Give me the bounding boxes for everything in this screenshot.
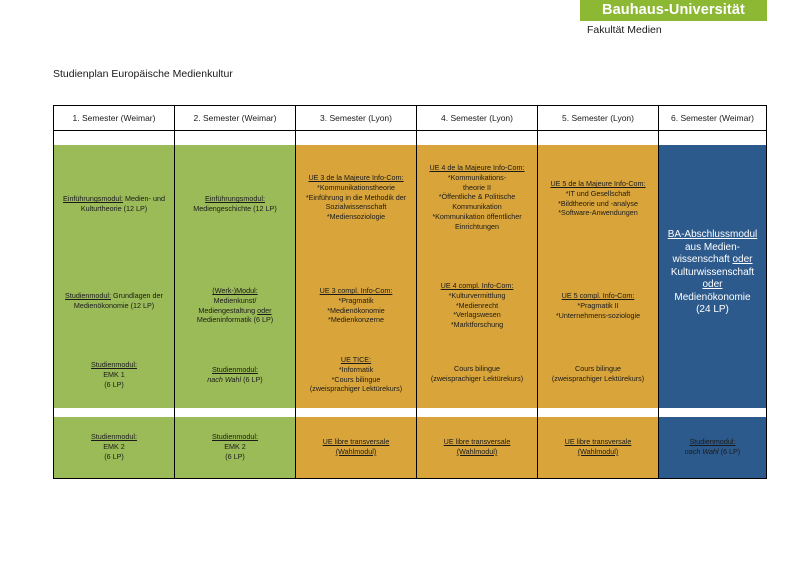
module-type: Studienmodul: [91,360,137,369]
module-type: Studienmodul: [212,432,258,441]
module-text: Mediengestaltung [198,305,258,315]
module-item: *Kulturvermittlung [448,290,506,300]
module-type: Einführungsmodul: [63,194,123,203]
module-text: nach Wahl [207,374,242,384]
semester-4-header: 4. Semester (Lyon) [416,105,538,131]
module-cell [53,417,175,479]
module-title: UE 4 de la Majeure Info-Com: [429,163,525,172]
module-cell [416,417,538,479]
module-title: UE 3 de la Majeure Info-Com: [308,173,404,182]
module-text: (Wahlmodul) [456,446,498,456]
faculty-name: Fakultät Medien [587,24,662,36]
module-title: UE 4 compl. Info-Com: [440,281,514,290]
module-text-or: oder [257,305,272,315]
module-title: UE 5 de la Majeure Info-Com: [550,179,646,188]
module-item: *Medienrecht [455,300,499,310]
module-text: Grundlagen der Medienökonomie (12 LP) [73,291,163,310]
module-credits: (6 LP) [225,451,245,461]
module-text: Mediengeschichte (12 LP) [193,203,277,213]
module-cell [53,145,175,270]
module-cell [295,343,417,408]
module-cell [658,417,767,479]
module-type: Studienmodul: [65,291,111,300]
module-cell [295,417,417,479]
module-type: Studienmodul: [212,365,258,374]
module-item: *Kommunikation öffentlicher Einrichtungen [432,211,522,231]
university-name: Bauhaus-Universität Weimar [602,2,745,39]
module-item: *Informatik [338,364,374,374]
module-text: aus Medien- [684,241,741,253]
module-item: *Unternehmens-soziologie [555,310,641,320]
module-title: UE libre transversale [564,437,632,446]
module-item: *Medienökonomie [327,305,385,315]
semester-6-header: 6. Semester (Weimar) [658,105,767,131]
module-text: (zweisprachiger Lektürekurs) [430,373,524,383]
module-item: *Medienkonzerne [328,315,384,325]
module-type: Studienmodul: [689,437,736,446]
module-cell [174,343,296,408]
module-type: (Werk-)Modul: [212,286,258,295]
module-cell [537,270,659,343]
module-cell [174,417,296,479]
module-item: theorie II [463,182,491,192]
module-text-or: oder [702,279,723,290]
module-text: (Wahlmodul) [577,446,619,456]
module-title: Cours bilingue [575,364,621,373]
module-text: EMK 1 [103,369,125,379]
module-text: Kulturwissenschaft [670,266,755,278]
module-cell [53,270,175,343]
module-cell [174,145,296,270]
module-text: (Wahlmodul) [335,446,377,456]
module-item: *Cours bilingue [331,374,381,384]
semester-3-header: 3. Semester (Lyon) [295,105,417,131]
module-credits: (6 LP) [241,374,263,384]
module-cell [537,417,659,479]
module-text-or: oder [732,254,753,265]
semester-1-header: 1. Semester (Weimar) [53,105,175,131]
module-title: UE libre transversale [443,437,511,446]
module-text: wissenschaft [672,254,733,265]
module-credits: (24 LP) [696,304,729,315]
module-item: *Kommunikationstheorie [317,182,395,192]
module-text: Medien- und Kulturtheorie (12 LP) [80,194,165,213]
thesis-module-cell [658,145,767,408]
module-text: Medienökonomie [674,291,751,303]
module-title: UE TICE: [340,355,372,364]
semester-5-header: 5. Semester (Lyon) [537,105,659,131]
module-cell [416,145,538,270]
module-item: *Einführung in die Methodik der Sozialwissenschaft [305,192,407,212]
module-text: (zweisprachiger Lektürekurs) [551,373,645,383]
module-item: *Mediensoziologie [326,212,386,222]
module-cell [295,270,417,343]
study-plan-table [53,105,767,479]
module-text: Medienkunst/ [213,295,257,305]
module-title: BA-Abschlussmodul [667,229,758,240]
module-cell [537,343,659,408]
module-item: *Bildtheorie und -analyse [558,198,638,208]
module-item: *Pragmatik II [577,300,619,310]
module-type: Einführungsmodul: [205,194,265,203]
module-title: UE libre transversale [322,437,390,446]
module-type: Studienmodul: [91,432,137,441]
module-credits: (6 LP) [104,451,124,461]
module-cell [295,145,417,270]
module-item: (zweisprachiger Lektürekurs) [309,384,403,394]
module-title: Cours bilingue [454,364,500,373]
module-item: *Kommunikations- [447,172,507,182]
module-cell [53,343,175,408]
module-cell [416,270,538,343]
module-text: Medieninformatik (6 LP) [196,315,274,325]
module-cell [537,145,659,270]
module-title: UE 3 compl. Info-Com: [319,286,393,295]
module-credits: (6 LP) [104,379,124,389]
module-title: UE 5 compl. Info-Com: [561,291,635,300]
module-item: *Pragmatik [338,295,374,305]
module-text: EMK 2 [103,441,125,451]
module-credits: (6 LP) [718,446,741,456]
module-text: EMK 2 [224,441,246,451]
module-cell [174,270,296,343]
semester-2-header: 2. Semester (Weimar) [174,105,296,131]
module-item: *Software-Anwendungen [558,208,638,218]
module-item: *Öffentliche & Politische Kommunikation [438,192,516,212]
module-text: nach Wahl [684,446,719,456]
page-title: Studienplan Europäische Medienkultur [53,68,233,80]
module-cell [416,343,538,408]
module-item: *IT und Gesellschaft [565,188,631,198]
module-item: *Verlagswesen [453,310,501,320]
module-item: *Marktforschung [450,320,504,330]
